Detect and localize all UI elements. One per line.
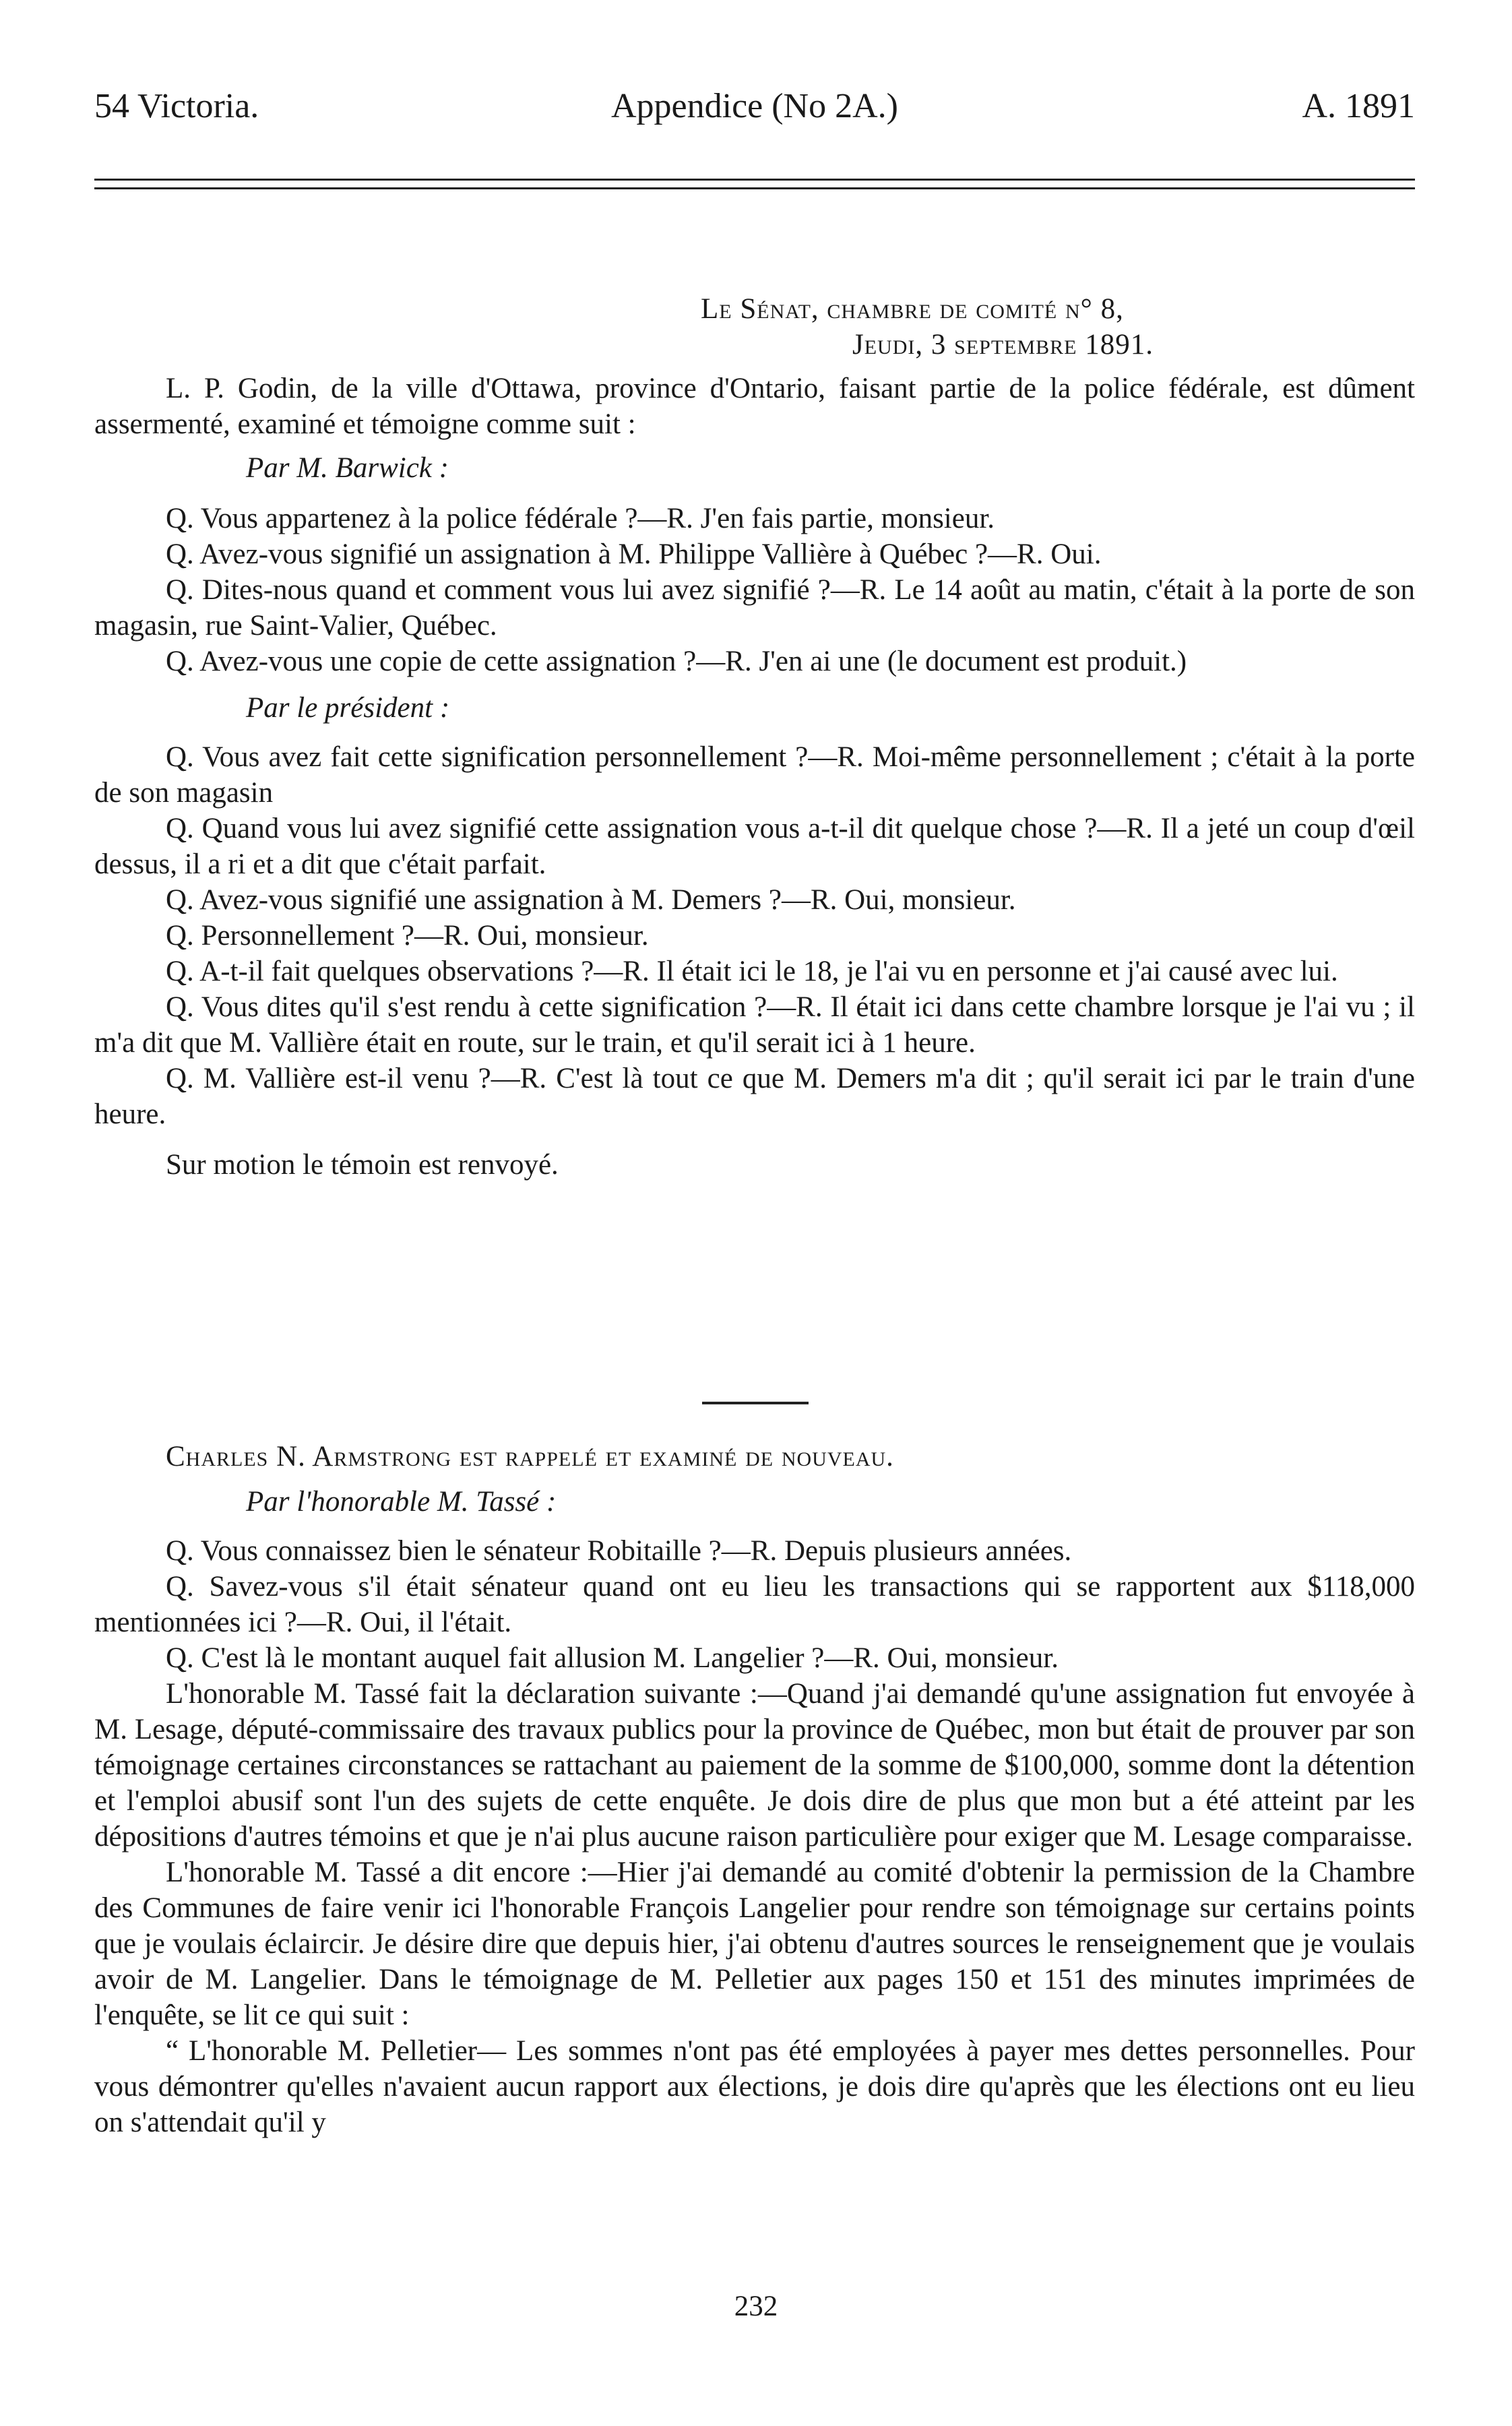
qa-item: Q. M. Vallière est-il venu ?—R. C'est là tout ce que M. Demers m'a dit ; qu'il serait ici par le train d'une heure. <box>94 1063 1415 1130</box>
qa-item: Q. Vous dites qu'il s'est rendu à cette signification ?—R. Il était ici dans cette chambre lorsque je l'ai vu ; il m'a dit que M. Vallière était en route, sur le train, et qu'il serait ici à 1 heure. <box>94 991 1415 1059</box>
header-session: 54 Victoria. <box>94 87 259 125</box>
section-godin <box>94 291 1415 1183</box>
header-year: A. 1891 <box>1302 87 1415 125</box>
declaration-paragraph: L'honorable M. Tassé a dit encore :—Hier j'ai demandé au comité d'obtenir la permission de la Chambre des Communes de faire venir ici l'honorable François Langelier pour rendre son témoignage sur certains points que je voulais éclaircir. Je désire dire que depuis hier, j'ai obtenu d'autres sources le renseignement que je voulais avoir de M. Langelier. Dans le témoignage de M. Pelletier aux pages 150 et 151 des minutes imprimées de l'enquête, se lit ce qui suit : <box>94 1857 1415 2031</box>
header-appendix: Appendice (No 2A.) <box>611 87 898 125</box>
declaration-paragraph: “ L'honorable M. Pelletier— Les sommes n'ont pas été employées à payer mes dettes personnelles. Pour vous démontrer qu'elles n'avaient aucun rapport aux élections, je dois dire qu'après que les élections ont eu lieu on s'attendait qu'il y <box>94 2035 1415 2138</box>
witness-intro-armstrong: Charles N. Armstrong est rappelé et examiné de nouveau. <box>166 1441 894 1472</box>
qa-item: Q. Avez-vous signifié un assignation à M. Philippe Vallière à Québec ?—R. Oui. <box>166 538 1102 570</box>
qa-item: Q. Vous appartenez à la police fédérale ?—R. J'en fais partie, monsieur. <box>166 503 995 534</box>
declaration-paragraph: L'honorable M. Tassé fait la déclaration suivante :—Quand j'ai demandé qu'une assignation fut envoyée à M. Lesage, député-commissaire des travaux publics pour la province de Québec, mon but était de prouver par son témoignage certaines circonstances se rattachant au paiement de la somme de $100,000, somme dont la détention et l'emploi abusif sont l'un des sujets de cette enquête. Je dois dire de plus que mon but a été atteint par les dépositions d'autres témoins et que je n'ai plus aucune raison particulière pour exiger que M. Lesage comparaisse. <box>94 1678 1415 1853</box>
qa-item: Q. Quand vous lui avez signifié cette assignation vous a-t-il dit quelque chose ?—R. Il a jeté un coup d'œil dessus, il a ri et a dit que c'était parfait. <box>94 813 1415 880</box>
qa-item: Q. A-t-il fait quelques observations ?—R. Il était ici le 18, je l'ai vu en personne et j'ai causé avec lui. <box>166 956 1338 987</box>
qa-item: Q. Personnellement ?—R. Oui, monsieur. <box>166 920 649 952</box>
witness-intro-godin: L. P. Godin, de la ville d'Ottawa, province d'Ontario, faisant partie de la police fédérale, est dûment assermenté, examiné et témoigne comme suit : <box>94 373 1415 440</box>
qa-item: Q. Savez-vous s'il était sénateur quand ont eu lieu les transactions qui se rapportent aux $118,000 mentionnées ici ?—R. Oui, il l'était. <box>94 1571 1415 1638</box>
header-rule-upper <box>94 179 1415 181</box>
qa-item: Q. Vous avez fait cette signification personnellement ?—R. Moi-même personnellement ; c'était à la porte de son magasin <box>94 741 1415 809</box>
speaker-president: Par le président : <box>246 692 450 724</box>
speaker-tasse: Par l'honorable M. Tassé : <box>246 1486 557 1518</box>
speaker-barwick: Par M. Barwick : <box>246 452 449 484</box>
dateline-date: Jeudi, 3 septembre 1891. <box>852 329 1154 361</box>
running-header <box>94 86 1415 133</box>
qa-item: Q. Vous connaissez bien le sénateur Robitaille ?—R. Depuis plusieurs années. <box>166 1535 1072 1567</box>
qa-item: Q. Avez-vous une copie de cette assignation ?—R. J'en ai une (le document est produit.) <box>166 646 1187 677</box>
section-armstrong <box>94 1439 1415 2140</box>
qa-item: Q. C'est là le montant auquel fait allusion M. Langelier ?—R. Oui, monsieur. <box>166 1642 1059 1674</box>
header-rule-lower <box>94 187 1415 189</box>
qa-item: Q. Dites-nous quand et comment vous lui avez signifié ?—R. Le 14 août au matin, c'était à la porte de son magasin, rue Saint-Valier, Québec. <box>94 574 1415 642</box>
section-separator <box>702 1402 809 1404</box>
motion-dismissed: Sur motion le témoin est renvoyé. <box>166 1149 559 1181</box>
dateline-place: Le Sénat, chambre de comité n° 8, <box>701 293 1124 325</box>
qa-item: Q. Avez-vous signifié une assignation à M. Demers ?—R. Oui, monsieur. <box>166 884 1016 916</box>
page-number: 232 <box>734 2291 778 2322</box>
